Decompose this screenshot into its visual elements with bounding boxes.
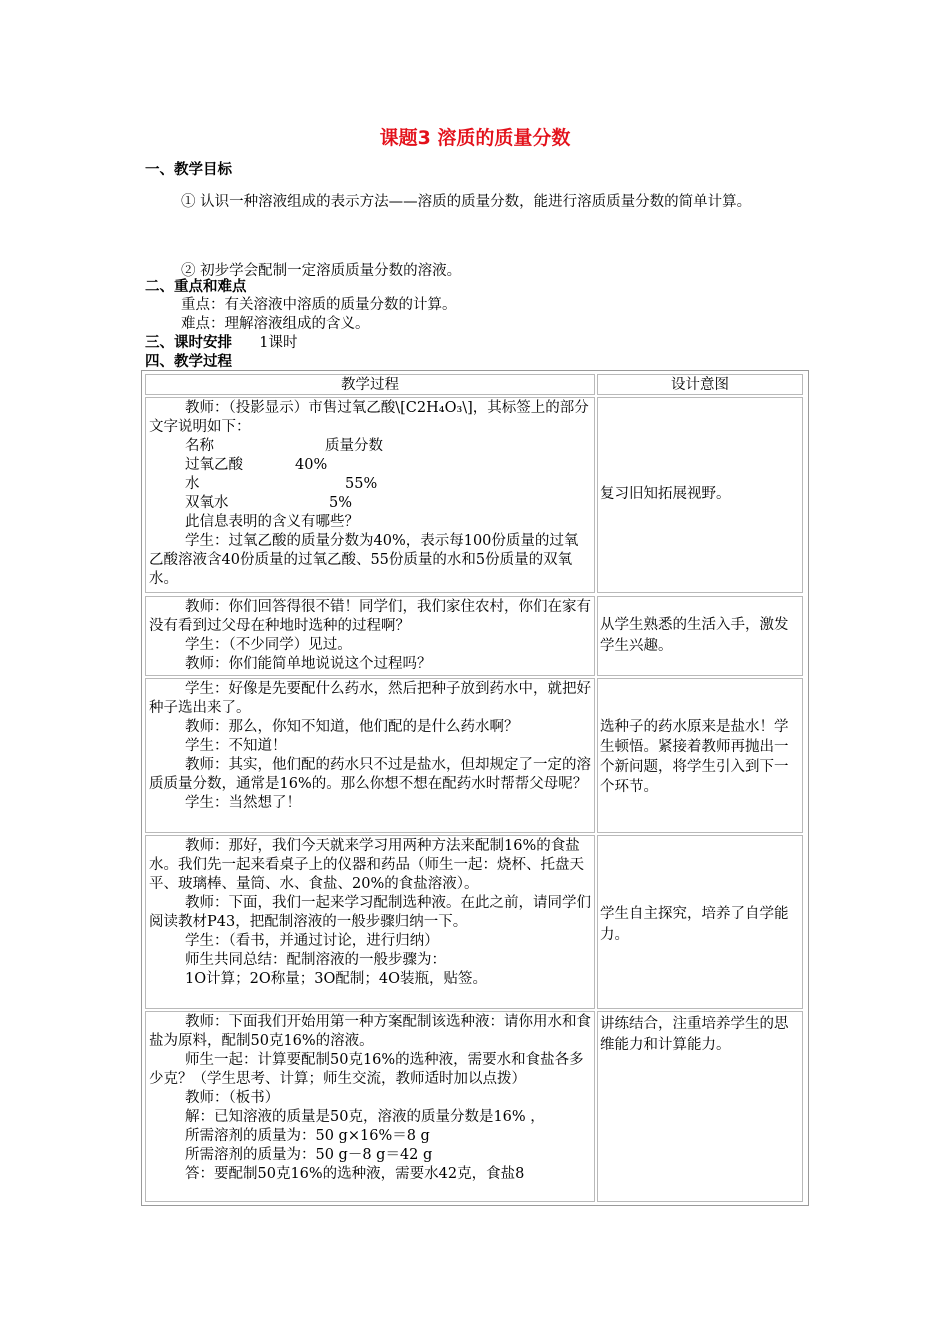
table-row-3-intent: 选种子的药水原来是盐水！学生顿悟。紧接着教师再抛出一个新问题，将学生引入到下一个环节。 xyxy=(597,678,803,833)
header-process: 教学过程 xyxy=(145,374,595,395)
class-hours-value: 1课时 xyxy=(259,335,298,351)
section-heading-class-hours: 三、课时安排 xyxy=(145,335,232,351)
table-row-5-intent: 讲练结合，注重培养学生的思维能力和计算能力。 xyxy=(597,1011,803,1202)
table-row-2-intent: 从学生熟悉的生活入手，激发学生兴趣。 xyxy=(597,596,803,676)
class-hours xyxy=(145,334,297,353)
table-row-4-intent: 学生自主探究，培养了自学能力。 xyxy=(597,835,803,1009)
table-row-5-process: 教师：下面我们开始用第一种方案配制该选种液：请你用水和食盐为原料，配制50克16%的溶液。 师生一起：计算要配制50克16%的选种液，需要水和食盐各多少克？（学生思考、计算；师生交流，教师适时加以点拨） 教师：（板书） 解：已知溶液的质量是50克，溶液的质量分数是16% ， 所需溶剂的质量为：50 g×16%＝8 g 所需溶剂的质量为：50 g－8 g＝42 g 答：要配制50克16%的选种液，需要水42克，食盐8 xyxy=(145,1011,595,1202)
table-row-1-intent: 复习旧知拓展视野。 xyxy=(597,397,803,593)
table-row-4-process: 教师：那好，我们今天就来学习用两种方法来配制16%的食盐水。我们先一起来看桌子上的仪器和药品（师生一起：烧杯、托盘天平、玻璃棒、量筒、水、食盐、20%的食盐溶液）。 教师：下面，我们一起来学习配制选种液。在此之前，请同学们阅读教材P43，把配制溶液的一般步骤归纳一下。 学生：（看书，并通过讨论，进行归纳） 师生共同总结：配制溶液的一般步骤为： 1O计算；2O称量；3O配制；4O装瓶，贴签。 xyxy=(145,835,595,1009)
section-heading-process: 四、教学过程 xyxy=(145,354,232,370)
goal-2: ② 初步学会配制一定溶质质量分数的溶液。 xyxy=(181,263,462,279)
table-row-3-process: 学生：好像是先要配什么药水，然后把种子放到药水中，就把好种子选出来了。 教师：那么，你知不知道，他们配的是什么药水啊？ 学生：不知道！ 教师：其实，他们配的药水只不过是盐水，但却规定了一定的溶质质量分数，通常是16%的。那么你想不想在配药水时帮帮父母呢？ 学生：当然想了！ xyxy=(145,678,595,833)
table-row-2-process: 教师：你们回答得很不错！同学们，我们家住农村，你们在家有没有看到过父母在种地时选种的过程啊？ 学生：（不少同学）见过。 教师：你们能简单地说说这个过程吗？ xyxy=(145,596,595,676)
difficulty-point: 难点：理解溶液组成的含义。 xyxy=(181,316,370,332)
section-heading-goals: 一、教学目标 xyxy=(145,162,232,178)
page-title: 课题3 溶质的质量分数 xyxy=(379,127,571,149)
table-row-1-process: 教师：（投影显示）市售过氧乙酸\[C2H₄O₃\]，其标签上的部分文字说明如下： 名称 质量分数 过氧乙酸 40% 水 55% 双氧水 5% 此信息表明的含义有哪些？ 学生：过氧乙酸的质量分数为40%，表示每100份质量的过氧乙酸溶液含40份质量的过氧乙酸、55份质量的水和5份质量的双氧水。 xyxy=(145,397,595,593)
teaching-process-table xyxy=(141,370,809,1206)
section-heading-key-points: 二、重点和难点 xyxy=(145,279,247,295)
header-intent: 设计意图 xyxy=(597,374,803,395)
key-point: 重点：有关溶液中溶质的质量分数的计算。 xyxy=(181,297,457,313)
goal-1: ① 认识一种溶液组成的表示方法——溶质的质量分数，能进行溶质质量分数的简单计算。 xyxy=(181,194,752,210)
